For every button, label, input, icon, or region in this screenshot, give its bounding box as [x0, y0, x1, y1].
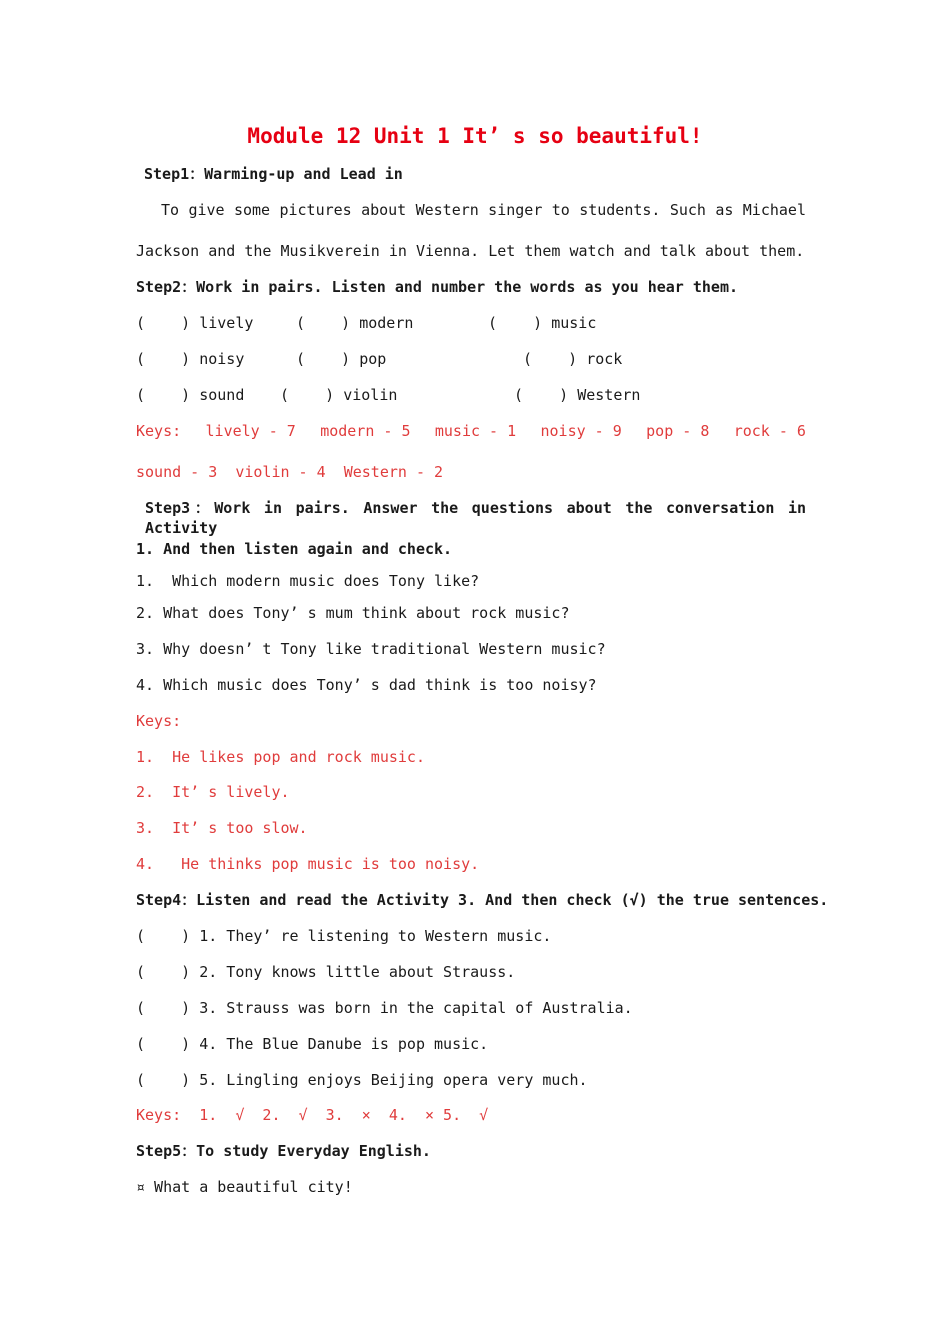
question-4: 4. Which music does Tony’ s dad think is too noisy?	[136, 676, 597, 694]
key-music: music - 1	[434, 422, 517, 440]
word-item-modern: ( ) modern	[296, 314, 414, 332]
step4-keys: Keys: 1. √ 2. √ 3. × 4. × 5. √	[136, 1106, 489, 1124]
step2-heading: Step2：Work in pairs. Listen and number the words as you hear them.	[136, 278, 738, 296]
everyday-english-item: ¤ What a beautiful city!	[136, 1178, 353, 1196]
question-3: 3. Why doesn’ t Tony like traditional Western music?	[136, 640, 606, 658]
step3-keys-label: Keys:	[136, 712, 182, 730]
word-item-noisy: ( ) noisy	[136, 350, 245, 368]
step1-paragraph-line2: Jackson and the Musikverein in Vienna. Let them watch and talk about them.	[136, 242, 805, 260]
word-item-western: ( ) Western	[514, 386, 641, 404]
answer-4: 4. He thinks pop music is too noisy.	[136, 855, 480, 873]
word-item-rock: ( ) rock	[523, 350, 623, 368]
step3-heading-line1: Step3：Work in pairs. Answer the questions about the conversation in Activity	[145, 499, 806, 537]
step2-keys-line2: sound - 3 violin - 4 Western - 2	[136, 463, 444, 481]
word-item-lively: ( ) lively	[136, 314, 254, 332]
word-item-violin: ( ) violin	[280, 386, 398, 404]
step5-heading: Step5：To study Everyday English.	[136, 1142, 431, 1160]
question-1: 1. Which modern music does Tony like?	[136, 572, 480, 590]
word-item-music: ( ) music	[488, 314, 597, 332]
question-2: 2. What does Tony’ s mum think about rock music?	[136, 604, 570, 622]
step4-heading: Step4：Listen and read the Activity 3. And then check (√) the true sentences.	[136, 891, 829, 909]
keys-label: Keys:	[136, 422, 182, 440]
true-false-item-1: ( ) 1. They’ re listening to Western music.	[136, 927, 552, 945]
key-noisy: noisy - 9	[540, 422, 622, 440]
word-item-pop: ( ) pop	[296, 350, 387, 368]
answer-3: 3. It’ s too slow.	[136, 819, 308, 837]
step1-heading: Step1：Warming-up and Lead in	[144, 165, 403, 183]
answer-2: 2. It’ s lively.	[136, 783, 290, 801]
key-rock: rock - 6	[733, 422, 806, 440]
step1-paragraph-line1: To give some pictures about Western singer to students. Such as Michael	[161, 201, 806, 219]
true-false-item-5: ( ) 5. Lingling enjoys Beijing opera very much.	[136, 1071, 588, 1089]
step2-keys-line1	[136, 421, 806, 441]
step3-heading-line2: 1. And then listen again and check.	[136, 540, 453, 558]
key-lively: lively - 7	[205, 422, 296, 440]
key-pop: pop - 8	[646, 422, 710, 440]
true-false-item-4: ( ) 4. The Blue Danube is pop music.	[136, 1035, 489, 1053]
key-modern: modern - 5	[320, 422, 411, 440]
true-false-item-2: ( ) 2. Tony knows little about Strauss.	[136, 963, 516, 981]
page-title: Module 12 Unit 1 It’ s so beautiful!	[247, 124, 703, 148]
word-item-sound: ( ) sound	[136, 386, 245, 404]
answer-1: 1. He likes pop and rock music.	[136, 748, 425, 766]
true-false-item-3: ( ) 3. Strauss was born in the capital of Australia.	[136, 999, 633, 1017]
